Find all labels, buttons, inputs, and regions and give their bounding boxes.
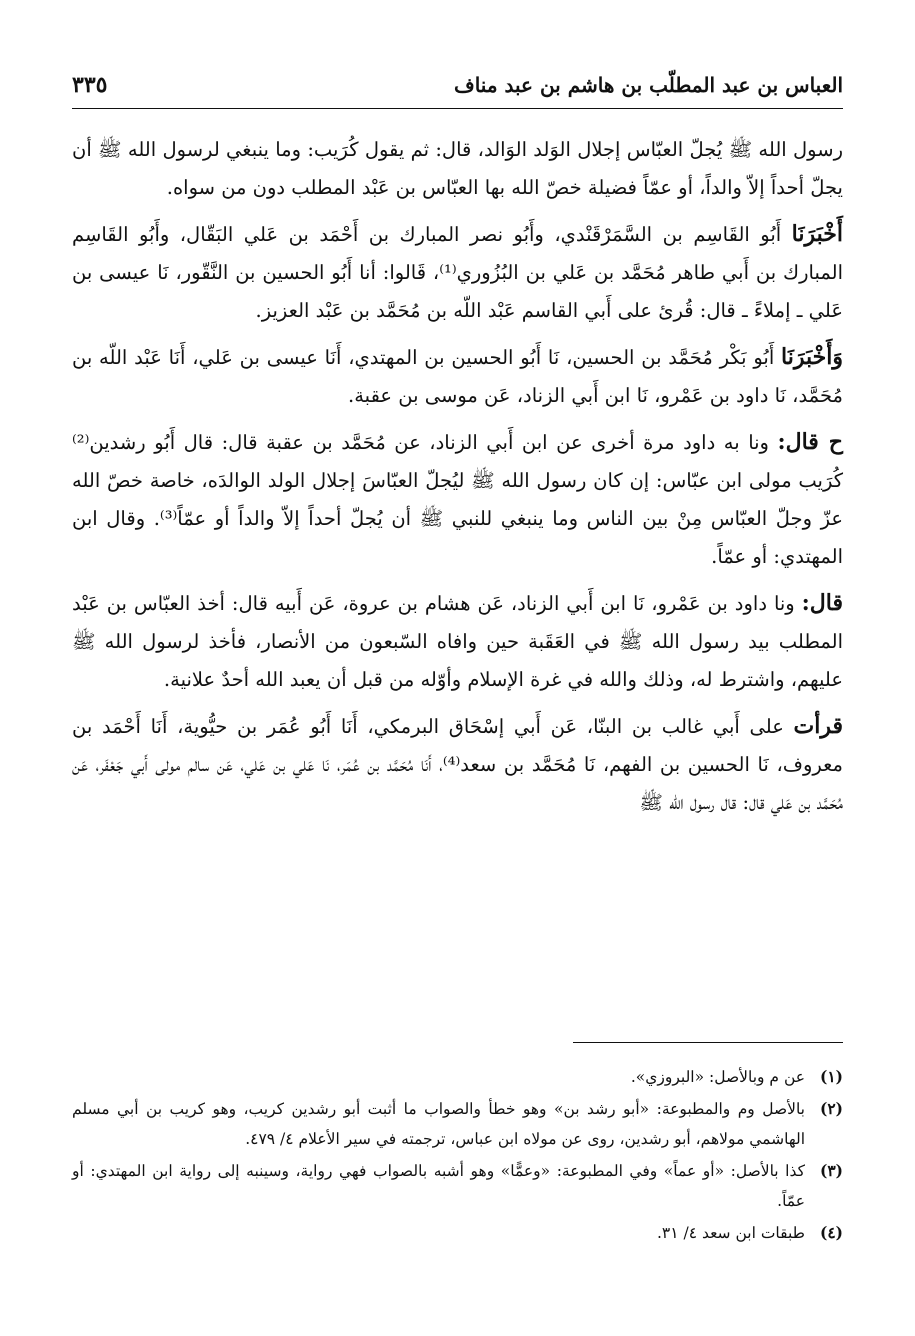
paragraph-5-text: ونا داود بن عَمْرو، نَا ابن أَبي الزناد، عَن هشام بن عروة، عَن أَبيه قال: أخذ العبّاس بن عَبْد المطلب بيد رسول الله ﷺ في العَقَبة حين وافاه السّبعون من الأنصار، فأخذ لرسول الله ﷺ عليهم، واشترط له، وذلك والله في غرة الإسلام وأوّله من قبل أن يعبد الله أحدٌ علانية. <box>72 592 843 691</box>
footnote-2 <box>72 1094 843 1154</box>
paragraph-5-lead: قال: <box>801 590 843 616</box>
footnote-3-number: (٣) <box>819 1161 843 1180</box>
footnote-separator <box>573 1042 843 1043</box>
paragraph-6-text: على أَبي غالب بن البنّا، عَن أَبي إسْحَاق البرمكي، أَنَا أَبُو عُمَر بن حيُّوية، أَنَا أَحْمَد بن معروف، نَا الحسين بن الفهم، نَا مُحَمَّد بن سعد⁽⁴⁾، أَنَا مُحَمَّد بن عُمَر، نَا عَلي بن عَلي، عَن سالم مولى أَبي جَعْفَر، عَن مُحَمَّد بن عَلي قال: قال رسول الله ﷺ <box>72 715 843 814</box>
paragraph-4 <box>72 423 843 576</box>
paragraph-6-lead: قرأت <box>793 713 843 739</box>
main-text <box>72 130 843 830</box>
footnote-2-text: بالأصل وم والمطبوعة: «أبو رشد بن» وهو خطأ والصواب ما أثبت أبو رشدين كريب، وهو كريب بن أبي مسلم الهاشمي مولاهم، أبو رشدين، روى عن مولاه ابن عباس، ترجمته في سير الأعلام ٤/ ٤٧٩. <box>72 1100 805 1148</box>
footnote-2-number: (٢) <box>819 1099 843 1118</box>
page-number: ٣٣٥ <box>72 72 108 98</box>
footnote-1-number: (١) <box>819 1067 843 1086</box>
footnote-3-text: كذا بالأصل: «أو عماً» وفي المطبوعة: «وعمًّا» وهو أشبه بالصواب فهي رواية، وسينبه إلى رواية ابن المهتدي: أو عمّاً. <box>72 1162 805 1210</box>
footnote-4 <box>72 1218 843 1248</box>
paragraph-5 <box>72 584 843 699</box>
footnote-1-text: عن م وبالأصل: «البروزي». <box>630 1068 805 1086</box>
footnotes <box>72 1062 843 1250</box>
running-title: العباس بن عبد المطلّب بن هاشم بن عبد مناف <box>453 73 843 97</box>
paragraph-3 <box>72 338 843 415</box>
paragraph-1-text: رسول الله ﷺ يُجلّ العبّاس إجلال الوَلد الوَالد، قال: ثم يقول كُرَيب: وما ينبغي لرسول الله ﷺ أن يجلّ أحداً إلاّ والداً، أو عمّاً فضيلة خصّ الله بها العبّاس بن عَبْد المطلب دون من سواه. <box>72 138 843 199</box>
page-header <box>72 62 843 109</box>
paragraph-4-lead: ح قال: <box>777 429 844 455</box>
paragraph-2 <box>72 215 843 330</box>
paragraph-3-text: أَبُو بَكْر مُحَمَّد بن الحسين، نَا أَبُو الحسين بن المهتدي، أَنَا عيسى بن عَلي، أَنَا عَبْد اللّه بن مُحَمَّد، نَا داود بن عَمْرو، نَا ابن أَبي الزناد، عَن موسى بن عقبة. <box>72 346 843 407</box>
paragraph-6 <box>72 707 843 822</box>
paragraph-4-text: ونا به داود مرة أخرى عن ابن أَبي الزناد، عن مُحَمَّد بن عقبة قال: قال أَبُو رشدين⁽²⁾ كُرَيب مولى ابن عبّاس: إن كان رسول الله ﷺ ليُجلّ العبّاسَ إجلال الولد الوالدَه، خاصة خصّ الله عزّ وجلّ العبّاس مِنْ بين الناس وما ينبغي للنبي ﷺ أن يُجلّ أحداً إلاّ والداً أو عمّاً⁽³⁾. وقال ابن المهتدي: أو عمّاً. <box>72 431 843 568</box>
footnote-4-number: (٤) <box>819 1223 843 1242</box>
footnote-4-text: طبقات ابن سعد ٤/ ٣١. <box>656 1224 805 1242</box>
paragraph-1 <box>72 130 843 207</box>
paragraph-2-lead: أَخْبَرَنَا <box>791 221 843 247</box>
paragraph-3-lead: وَأَخْبَرَنَا <box>781 344 843 370</box>
footnote-1 <box>72 1062 843 1092</box>
footnote-3 <box>72 1156 843 1216</box>
paragraph-2-text: أَبُو القَاسِم بن السَّمَرْقَنْدي، وأَبُو نصر المبارك بن أَحْمَد بن عَلي البَقّال، وأَبُو القَاسِم المبارك بن أَبي طاهر مُحَمَّد بن عَلي بن البُزُوري⁽¹⁾، قَالوا: أنا أَبُو الحسين بن النَّقّور، نَا عيسى بن عَلي ـ إملاءً ـ قال: قُرئ على أَبي القاسم عَبْد اللّه بن مُحَمَّد بن عَبْد العزيز. <box>72 223 843 322</box>
